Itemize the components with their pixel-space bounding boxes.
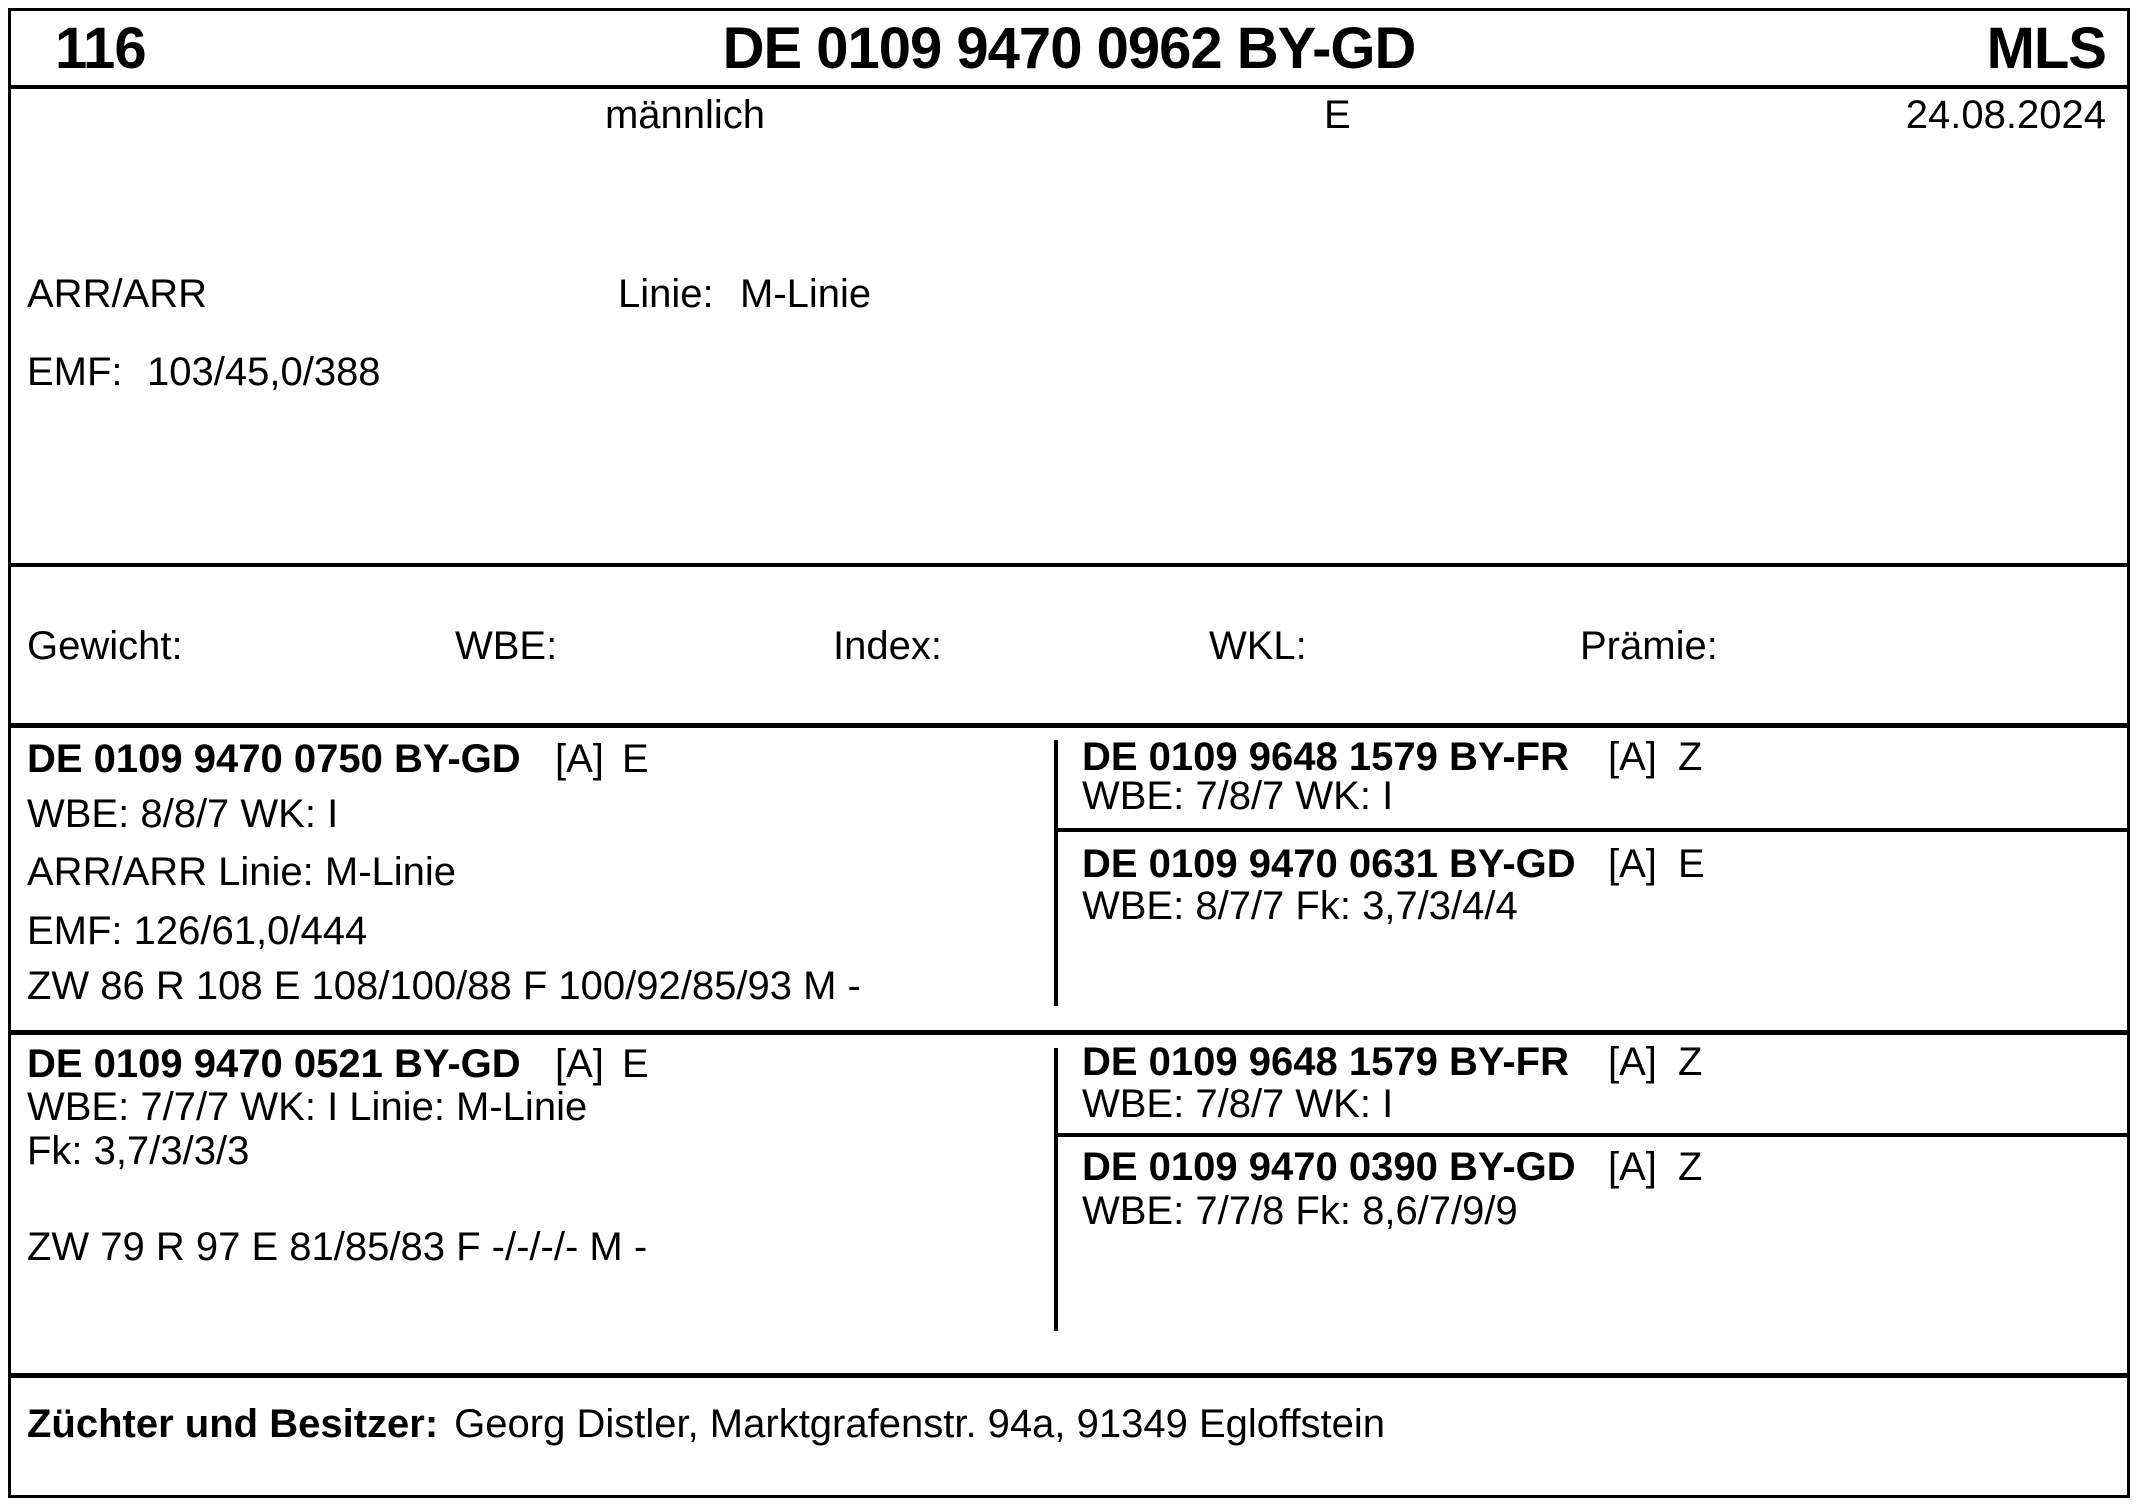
sire-zw-line: ZW 86 R 108 E 108/100/88 F 100/92/85/93 M - [27,964,861,1008]
dam-sire-id: DE 0109 9648 1579 BY-FR [1082,1040,1569,1084]
dam-dam-class: Z [1678,1145,1703,1189]
grandparent-divider-top [1054,828,2130,832]
emf-label: EMF: [27,350,123,394]
wkl-label: WKL: [1209,624,1307,668]
class-label: E [1324,93,1351,137]
sire-class: E [622,737,649,781]
sire-dam-wbe-line: WBE: 8/7/7 Fk: 3,7/3/4/4 [1082,884,1518,928]
sire-dam-id: DE 0109 9470 0631 BY-GD [1082,842,1576,886]
catalog-number: 116 [55,16,146,81]
breeder-owner-row [27,1404,1385,1444]
header-rule [8,85,2130,89]
dam-dam-wbe-line: WBE: 7/7/8 Fk: 8,6/7/9/9 [1082,1189,1518,1233]
dam-sire-flag: [A] [1608,1040,1657,1084]
dam-class: E [622,1042,649,1086]
pedigree-rule-bottom [8,1373,2130,1378]
breed-code: MLS [1986,16,2106,81]
sire-emf-line: EMF: 126/61,0/444 [27,909,368,953]
sire-sire-class: Z [1678,735,1703,779]
breeder-owner-label: Züchter und Besitzer: [27,1402,439,1446]
dam-dam-id: DE 0109 9470 0390 BY-GD [1082,1145,1576,1189]
sire-sire-id: DE 0109 9648 1579 BY-FR [1082,735,1569,779]
dam-sire-wbe-line: WBE: 7/8/7 WK: I [1082,1082,1394,1126]
sex-label: männlich [604,93,766,137]
gewicht-label: Gewicht: [27,624,183,668]
pedigree-rule-middle [8,1030,2130,1035]
dam-dam-flag: [A] [1608,1145,1657,1189]
genotype-value: ARR/ARR [27,272,208,316]
linie-label: Linie: [618,272,714,316]
dam-id: DE 0109 9470 0521 BY-GD [27,1042,521,1086]
sire-flag: [A] [555,737,604,781]
pedigree-vertical-divider-bottom [1054,1048,1058,1331]
breeder-owner-value: Georg Distler, Marktgrafenstr. 94a, 91349 Egloffstein [454,1402,1386,1446]
sire-id: DE 0109 9470 0750 BY-GD [27,737,521,781]
wbe-label: WBE: [455,624,558,668]
praemie-label: Prämie: [1580,624,1718,668]
sire-sire-flag: [A] [1608,735,1657,779]
sire-dam-flag: [A] [1608,842,1657,886]
grandparent-divider-bottom [1054,1133,2130,1137]
linie-value: M-Linie [740,272,872,316]
sire-wbe-line: WBE: 8/8/7 WK: I [27,792,339,836]
section-rule-top [8,563,2130,567]
birth-date: 24.08.2024 [1905,93,2106,137]
dam-sire-class: Z [1678,1040,1703,1084]
page-title: DE 0109 9470 0962 BY-GD [722,16,1416,81]
sire-dam-class: E [1678,842,1705,886]
dam-zw-line: ZW 79 R 97 E 81/85/83 F -/-/-/- M - [27,1225,648,1269]
sire-linie-line: ARR/ARR Linie: M-Linie [27,850,457,894]
index-label: Index: [833,624,942,668]
sire-sire-wbe-line: WBE: 7/8/7 WK: I [1082,774,1394,818]
dam-wbe-line: WBE: 7/7/7 WK: I Linie: M-Linie [27,1085,588,1129]
pedigree-rule-top [8,723,2130,728]
dam-fk-line: Fk: 3,7/3/3/3 [27,1129,250,1173]
dam-flag: [A] [555,1042,604,1086]
emf-value: 103/45,0/388 [147,350,381,394]
pedigree-vertical-divider-top [1054,740,1058,1006]
